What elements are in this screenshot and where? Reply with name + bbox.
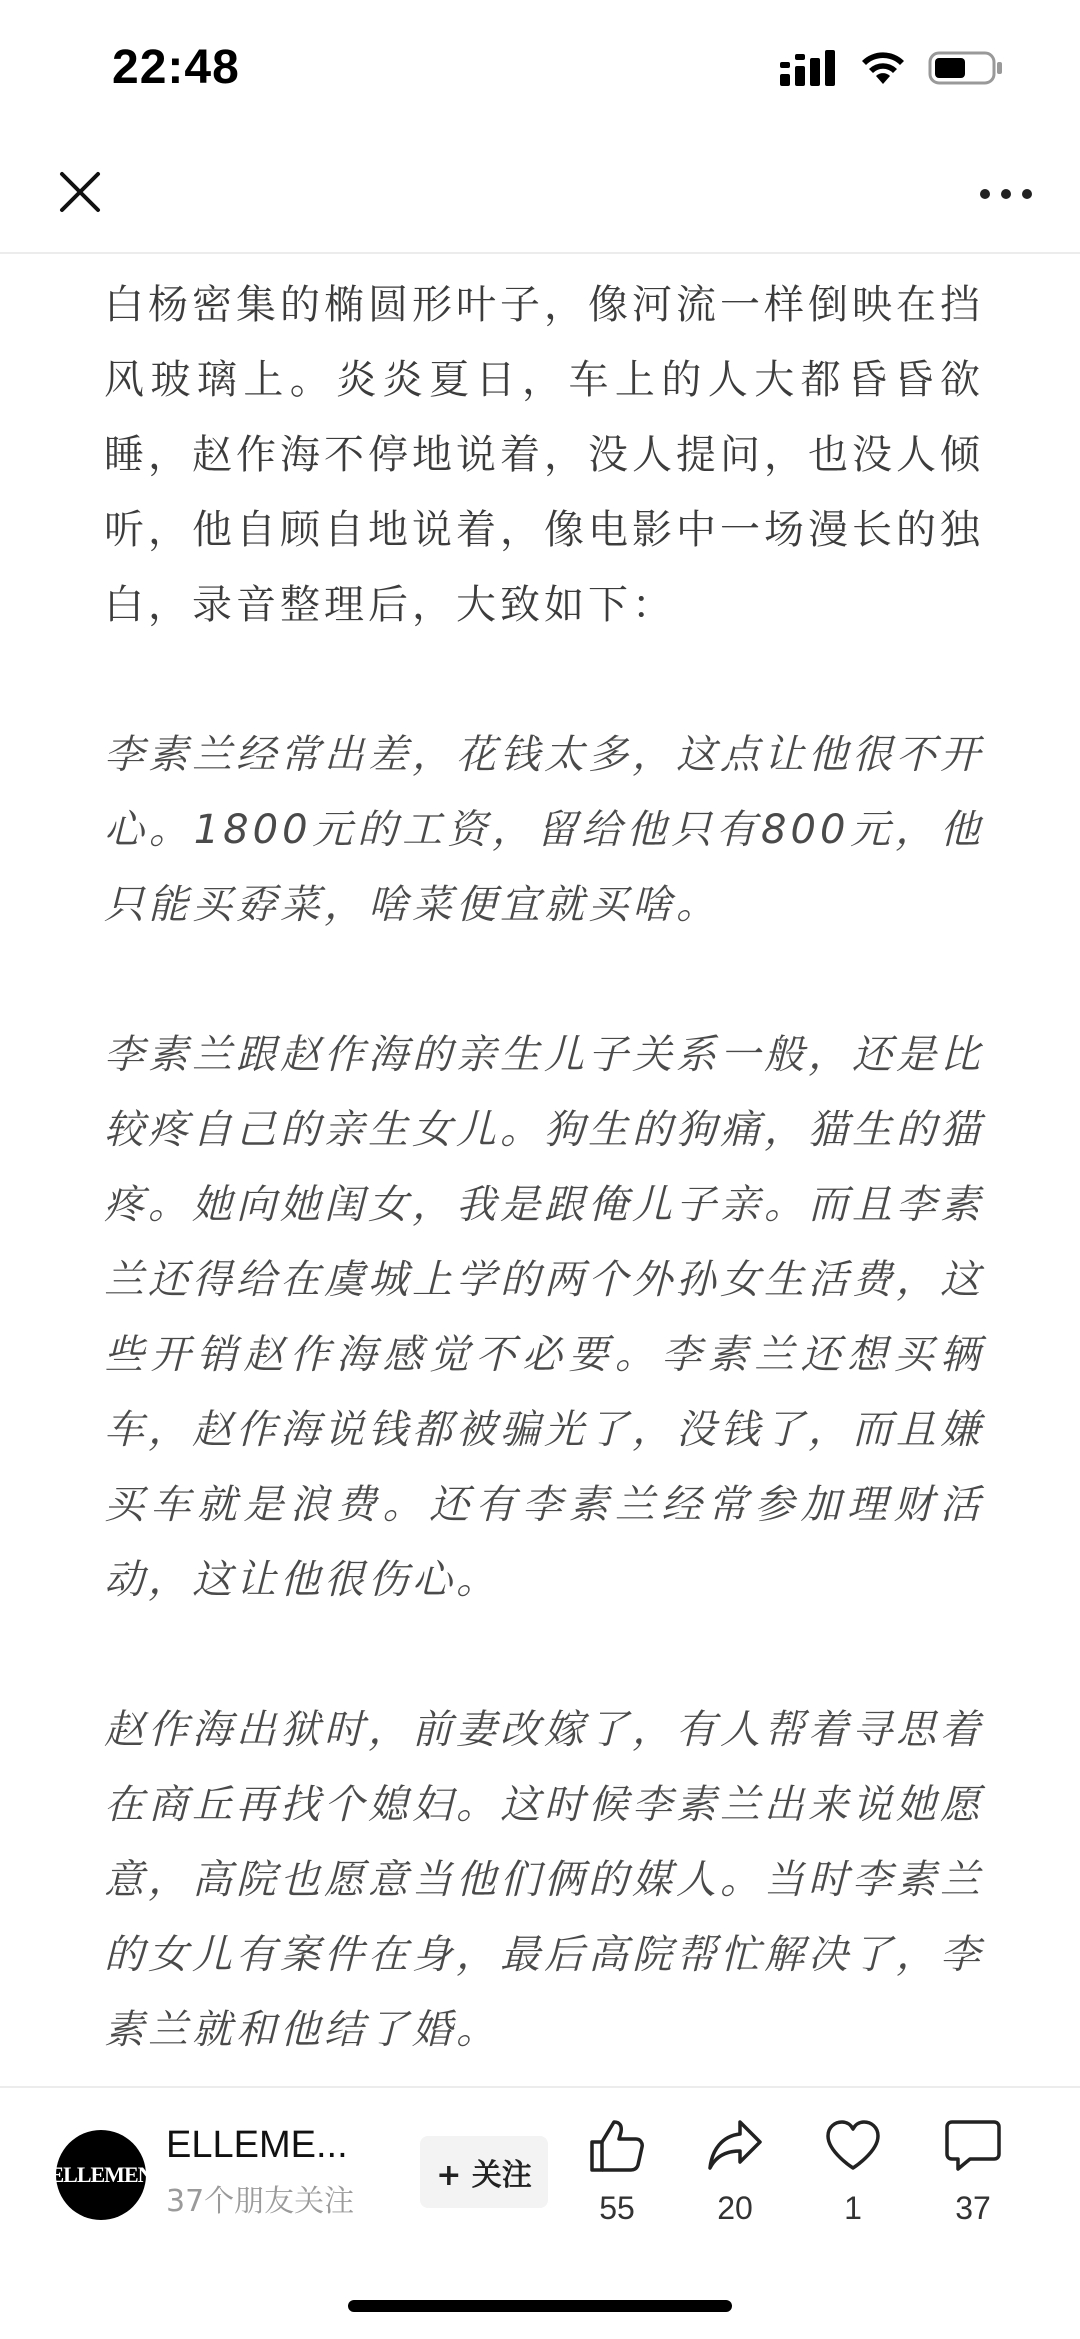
favorite-count: 1 [844,2190,862,2226]
thumbs-up-icon [588,2118,646,2178]
share-button[interactable] [690,2118,780,2227]
close-button[interactable] [48,162,112,226]
wifi-icon [860,50,906,90]
close-icon [58,170,102,218]
signal-icon [780,50,838,90]
follow-button[interactable]: + 关注 [420,2136,548,2208]
article-paragraph: 白杨密集的椭圆形叶子，像河流一样倒映在挡风玻璃上。炎炎夏日，车上的人大都昏昏欲睡，赵作海不停地说着，没人提问，也没人倾听，他自顾自地说着，像电影中一场漫长的独白，录音整理后，大致如下： [104,282,984,628]
like-button[interactable] [572,2118,662,2227]
status-bar [0,0,1080,140]
avatar-logo-text: ELLEMEN [49,2162,153,2187]
status-time: 22:48 [112,41,240,94]
article-paragraph: 李素兰经常出差，花钱太多，这点让他很不开心。1800元的工资，留给他只有800元，他只能买孬菜，啥菜便宜就买啥。 [104,732,984,928]
battery-icon [928,50,1004,90]
comment-icon [944,2118,1002,2178]
home-indicator[interactable] [348,2300,732,2312]
article-paragraph: 赵作海出狱时，前妻改嫁了，有人帮着寻思着在商丘再找个媳妇。这时候李素兰出来说她愿意，高院也愿意当他们俩的媒人。当时李素兰的女儿有案件在身，最后高院帮忙解决了，李素兰就和他结了婚。 [104,1707,984,2053]
share-icon [706,2118,764,2178]
article-paragraph: 李素兰跟赵作海的亲生儿子关系一般，还是比较疼自己的亲生女儿。狗生的狗痛，猫生的猫疼。她向她闺女，我是跟俺儿子亲。而且李素兰还得给在虞城上学的两个外孙女生活费，这些开销赵作海感觉不必要。李素兰还想买辆车，赵作海说钱都被骗光了，没钱了，而且嫌买车就是浪费。还有李素兰经常参加理财活动，这让他很伤心。 [104,1032,984,1603]
favorite-button[interactable] [808,2118,898,2227]
account-name[interactable]: ELLEME... [166,2124,348,2166]
status-icons [780,50,1004,90]
like-count: 55 [599,2190,635,2226]
comment-button[interactable] [928,2118,1018,2227]
nav-bar [0,140,1080,254]
heart-icon [824,2118,882,2178]
more-button[interactable] [968,162,1044,226]
more-icon [979,185,1033,204]
followers-text: 37个朋友关注 [166,2184,355,2219]
article-body [104,268,984,2143]
comment-count: 37 [955,2190,991,2226]
share-count: 20 [717,2190,753,2226]
avatar[interactable] [49,2130,153,2220]
